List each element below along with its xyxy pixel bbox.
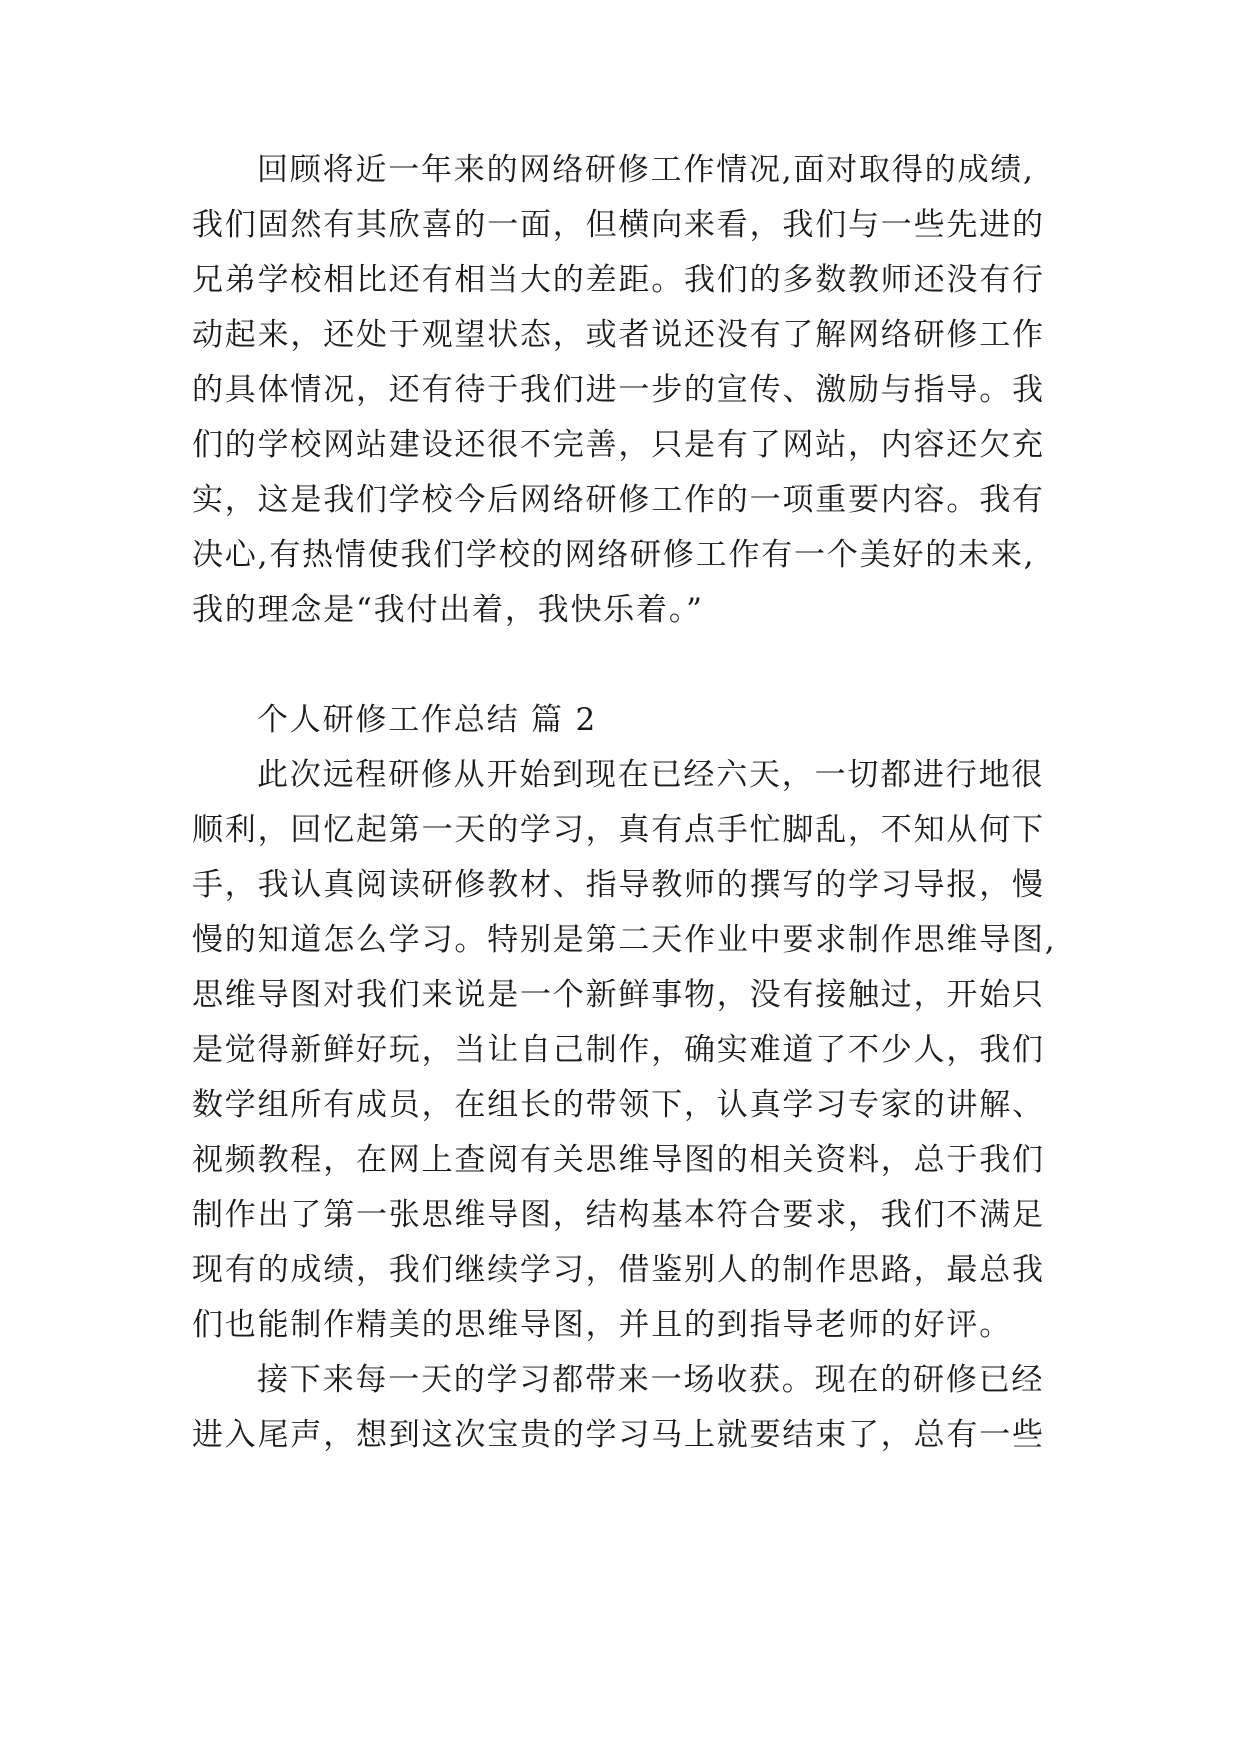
paragraph-2-line-7: 数学组所有成员，在组长的带领下，认真学习专家的讲解、	[192, 1087, 1045, 1123]
paragraph-1-line-6: 们的学校网站建设还很不完善，只是有了网站，内容还欠充	[192, 427, 1045, 463]
paragraph-1-line-8: 决心,有热情使我们学校的网络研修工作有一个美好的未来,	[192, 537, 1036, 573]
section-heading: 个人研修工作总结 篇 2	[257, 702, 598, 738]
paragraph-1-line-5: 的具体情况，还有待于我们进一步的宣传、激励与指导。我	[192, 372, 1045, 408]
paragraph-1-line-4: 动起来，还处于观望状态，或者说还没有了解网络研修工作	[192, 317, 1045, 353]
paragraph-2-line-6: 是觉得新鲜好玩，当让自己制作，确实难道了不少人，我们	[192, 1032, 1045, 1068]
paragraph-1-line-9: 我的理念是“我付出着，我快乐着。”	[192, 592, 704, 628]
paragraph-2-line-1: 此次远程研修从开始到现在已经六天，一切都进行地很	[257, 757, 1045, 793]
paragraph-2-line-2: 顺利，回忆起第一天的学习，真有点手忙脚乱，不知从何下	[192, 812, 1045, 848]
paragraph-3-line-2: 进入尾声，想到这次宝贵的学习马上就要结束了，总有一些	[192, 1417, 1045, 1453]
paragraph-2-line-4: 慢的知道怎么学习。特别是第二天作业中要求制作思维导图,	[192, 922, 1057, 958]
paragraph-2-line-10: 现有的成绩，我们继续学习，借鉴别人的制作思路，最总我	[192, 1252, 1045, 1288]
paragraph-1-line-7: 实，这是我们学校今后网络研修工作的一项重要内容。我有	[192, 482, 1045, 518]
paragraph-2-line-5: 思维导图对我们来说是一个新鲜事物，没有接触过，开始只	[192, 977, 1045, 1013]
paragraph-2-line-11: 们也能制作精美的思维导图，并且的到指导老师的好评。	[192, 1307, 1012, 1343]
paragraph-3-line-1: 接下来每一天的学习都带来一场收获。现在的研修已经	[257, 1362, 1045, 1398]
paragraph-1-line-3: 兄弟学校相比还有相当大的差距。我们的多数教师还没有行	[192, 262, 1045, 298]
paragraph-2-line-9: 制作出了第一张思维导图，结构基本符合要求，我们不满足	[192, 1197, 1045, 1233]
paragraph-2-line-3: 手，我认真阅读研修教材、指导教师的撰写的学习导报，慢	[192, 867, 1045, 903]
paragraph-2-line-8: 视频教程，在网上查阅有关思维导图的相关资料，总于我们	[192, 1142, 1045, 1178]
paragraph-1-line-2: 我们固然有其欣喜的一面，但横向来看，我们与一些先进的	[192, 207, 1045, 243]
paragraph-1-line-1: 回顾将近一年来的网络研修工作情况,面对取得的成绩,	[257, 152, 1035, 188]
